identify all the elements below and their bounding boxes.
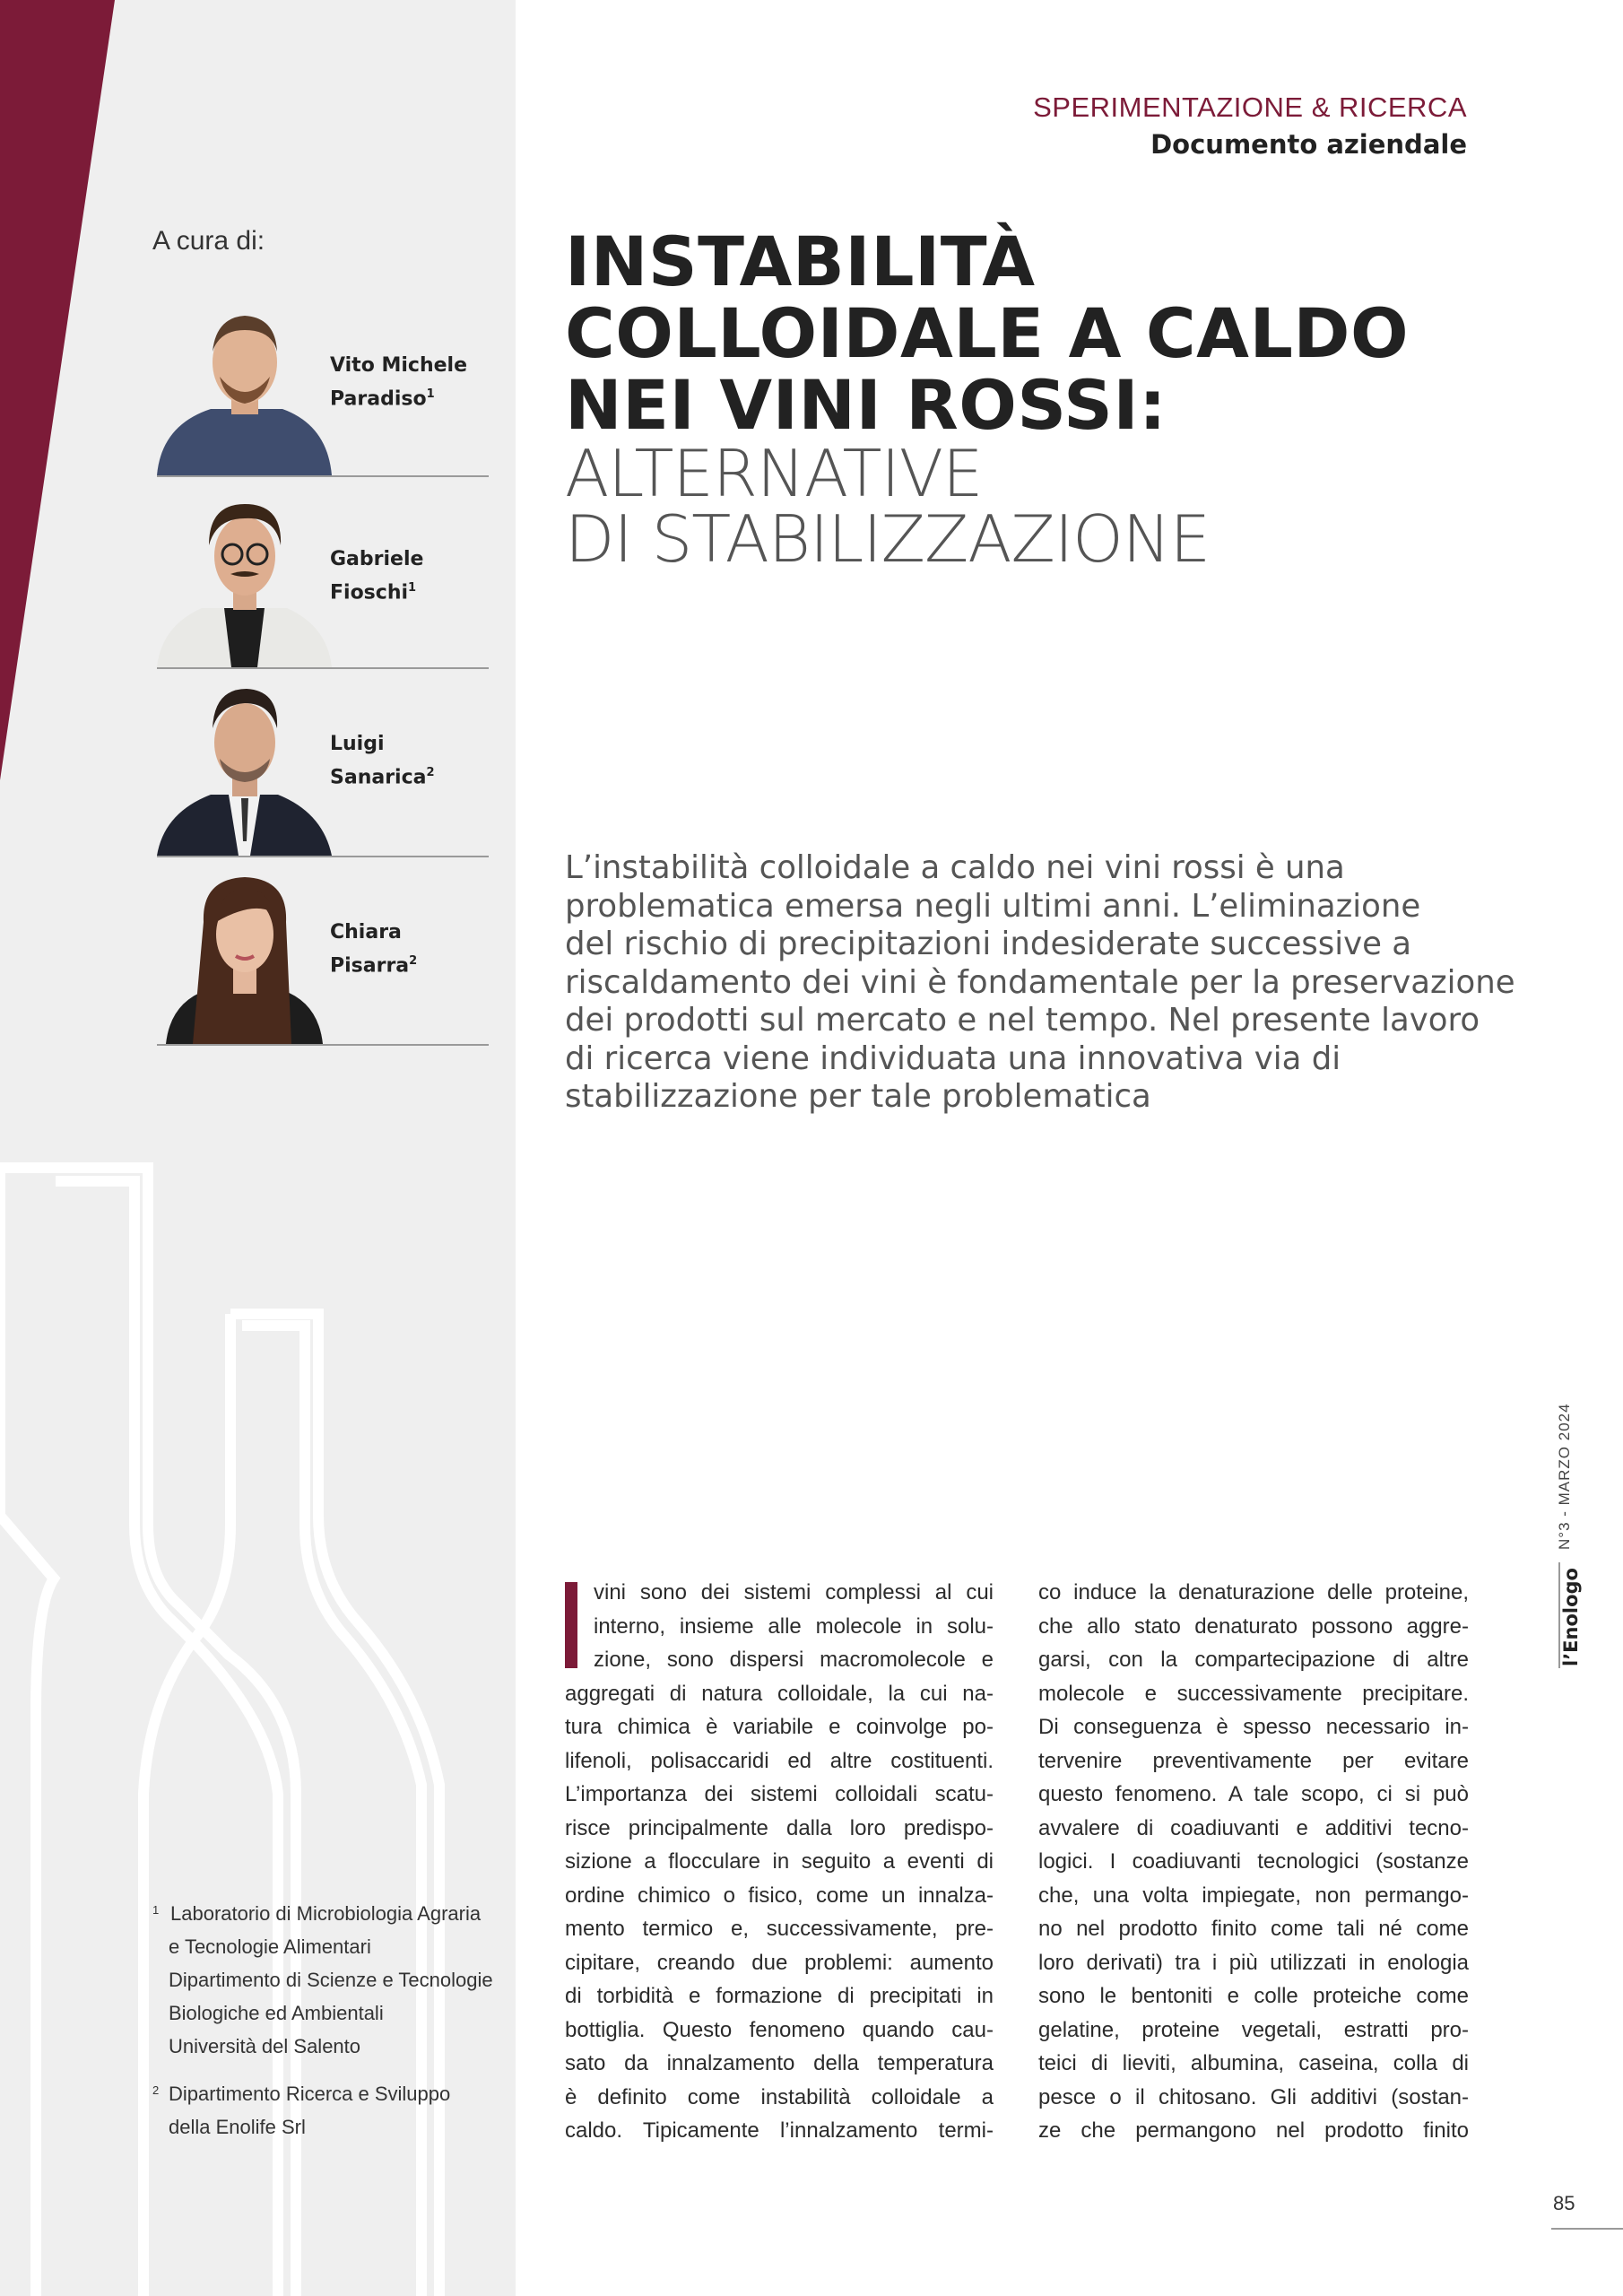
magazine-brand-vertical: l’Enologo: [1560, 1568, 1582, 1666]
body-line: di torbidità e formazione di precipitati in: [565, 1984, 994, 2008]
affiliation-superscript: 2: [426, 766, 435, 779]
body-line: mento termico e, successivamente, pre-: [565, 1917, 994, 1941]
body-line: zione, sono dispersi macromolecole e: [594, 1648, 994, 1672]
author-last-name: Fioschi: [330, 581, 409, 604]
body-line: vini sono dei sistemi complessi al cui: [594, 1580, 994, 1605]
article-title: [565, 222, 1551, 577]
section-kicker: SPERIMENTAZIONE & RICERCA: [1033, 91, 1467, 123]
body-line: gelatine, proteine vegetali, estratti pro-: [1038, 2017, 1469, 2042]
author-first-name: Gabriele: [330, 548, 424, 570]
affiliation-superscript: 1: [426, 387, 435, 401]
body-line: che allo stato denaturato possono aggre-: [1038, 1613, 1469, 1639]
body-line: logici. I coadiuvanti tecnologici (sostanze: [1038, 1849, 1469, 1874]
affiliation-superscript: 2: [409, 954, 418, 968]
body-line: pesce o il chitosano. Gli additivi (sostan-: [1038, 2084, 1469, 2109]
body-line: aggregati di natura colloidale, la cui na-: [565, 1681, 994, 1706]
author-card: [157, 298, 489, 477]
body-line: tura chimica è variabile e coinvolge po-: [565, 1715, 994, 1739]
author-card: [157, 490, 489, 669]
footnote: [152, 1897, 511, 2063]
body-line: avvalere di coadiuvanti e additivi tecno-: [1038, 1815, 1469, 1840]
body-line: ordine chimico o fisico, come un innalza-: [565, 1883, 994, 1908]
page-number-rule: [1551, 2228, 1623, 2230]
footnote-number: 2: [152, 2083, 160, 2097]
footnote-line: Università del Salento: [169, 2035, 361, 2057]
affiliation-footnotes: [152, 1897, 511, 2144]
author-first-name: Vito Michele: [330, 354, 467, 377]
author-card: [157, 678, 489, 857]
body-column-1: [565, 1576, 994, 2148]
footnote-line: Laboratorio di Microbiologia Agraria: [170, 1902, 482, 1925]
body-line: no nel prodotto finito come tali né come: [1038, 1917, 1469, 1941]
issue-date-vertical: N°3 - MARZO 2024: [1556, 1403, 1573, 1550]
body-line: che, una volta impiegate, non permango-: [1038, 1883, 1469, 1908]
footnote: [152, 2077, 511, 2144]
author-portrait-photo: [157, 491, 332, 667]
footnote-number: 1: [152, 1903, 160, 1917]
title-line: NEI VINI ROSSI:: [565, 365, 1167, 445]
article-abstract: [565, 849, 1515, 1117]
footnote-line: della Enolife Srl: [169, 2116, 306, 2138]
abstract-line: stabilizzazione per tale problematica: [565, 1078, 1151, 1115]
author-name: [330, 730, 435, 792]
body-line: questo fenomeno. A tale scopo, ci si può: [1038, 1782, 1469, 1806]
author-name: [330, 545, 423, 607]
body-column-2: [1038, 1576, 1469, 2148]
body-line: tervenire preventivamente per evitare: [1038, 1748, 1469, 1773]
author-name: [330, 352, 467, 413]
abstract-line: del rischio di precipitazioni indesiderate successive a: [565, 926, 1412, 962]
body-line: sato da innalzamento della temperatura: [565, 2051, 994, 2075]
curated-by-label: A cura di:: [152, 226, 265, 256]
document-type-label: Documento aziendale: [1150, 129, 1467, 160]
body-line: sizione a flocculare in seguito a eventi di: [565, 1849, 994, 1874]
body-line: L’importanza dei sistemi colloidali scatu-: [565, 1782, 994, 1806]
abstract-line: di ricerca viene individuata una innovativa via di: [565, 1039, 1341, 1077]
body-line: loro derivati) tra i più utilizzati in enologia: [1038, 1950, 1469, 1975]
author-last-name: Paradiso: [330, 387, 427, 411]
author-card: [157, 866, 489, 1046]
author-first-name: Chiara: [330, 921, 402, 944]
subtitle-line: DI STABILIZZAZIONE: [565, 501, 1211, 577]
footnote-line: e Tecnologie Alimentari: [169, 1935, 371, 1958]
body-line: è definito come instabilità colloidale a: [565, 2084, 994, 2109]
body-line: sono le bentoniti e colle proteiche come: [1038, 1984, 1469, 2008]
author-portrait-photo: [157, 680, 332, 856]
author-portrait-photo: [157, 300, 332, 475]
title-line: COLLOIDALE A CALDO: [565, 293, 1410, 373]
section-header: [1033, 90, 1467, 163]
author-name: [330, 918, 417, 980]
abstract-line: dei prodotti sul mercato e nel tempo. Nel presente lavoro: [565, 1002, 1480, 1039]
body-line: risce principalmente dalla loro predispo-: [565, 1815, 994, 1840]
author-first-name: Luigi: [330, 733, 385, 755]
body-line: cipitare, creando due problemi: aumento: [565, 1950, 994, 1975]
abstract-line: L’instabilità colloidale a caldo nei vini rossi è una: [565, 849, 1345, 886]
footnote-line: Biologiche ed Ambientali: [169, 2002, 384, 2024]
page-number: 85: [1553, 2192, 1575, 2214]
abstract-line: problematica emersa negli ultimi anni. L’eliminazione: [565, 887, 1421, 925]
body-line: molecole e successivamente precipitare.: [1038, 1681, 1469, 1706]
title-line: INSTABILITÀ: [565, 222, 1036, 301]
body-line: caldo. Tipicamente l’innalzamento termi-: [565, 2118, 994, 2143]
body-line: lifenoli, polisaccaridi ed altre costituenti.: [565, 1748, 994, 1773]
body-line: interno, insieme alle molecole in solu-: [594, 1613, 994, 1639]
author-last-name: Sanarica: [330, 766, 427, 789]
body-line: bottiglia. Questo fenomeno quando cau-: [565, 2017, 994, 2042]
footnote-line: Dipartimento di Scienze e Tecnologie: [169, 1969, 493, 1991]
body-line: garsi, con la compartecipazione di altre: [1038, 1648, 1469, 1672]
abstract-line: riscaldamento dei vini è fondamentale per la preservazione: [565, 963, 1515, 1001]
body-line: Di conseguenza è spesso necessario in-: [1038, 1715, 1469, 1739]
author-last-name: Pisarra: [330, 954, 410, 978]
subtitle-line: ALTERNATIVE: [565, 436, 983, 511]
footnote-line: Dipartimento Ricerca e Sviluppo: [169, 2083, 451, 2105]
body-line: ze che permangono nel prodotto finito: [1038, 2118, 1469, 2143]
body-line: teici di lieviti, albumina, caseina, colla di: [1038, 2051, 1469, 2075]
author-portrait-photo: [157, 868, 332, 1044]
affiliation-superscript: 1: [408, 581, 417, 595]
body-line: co induce la denaturazione delle proteine,: [1038, 1580, 1469, 1605]
